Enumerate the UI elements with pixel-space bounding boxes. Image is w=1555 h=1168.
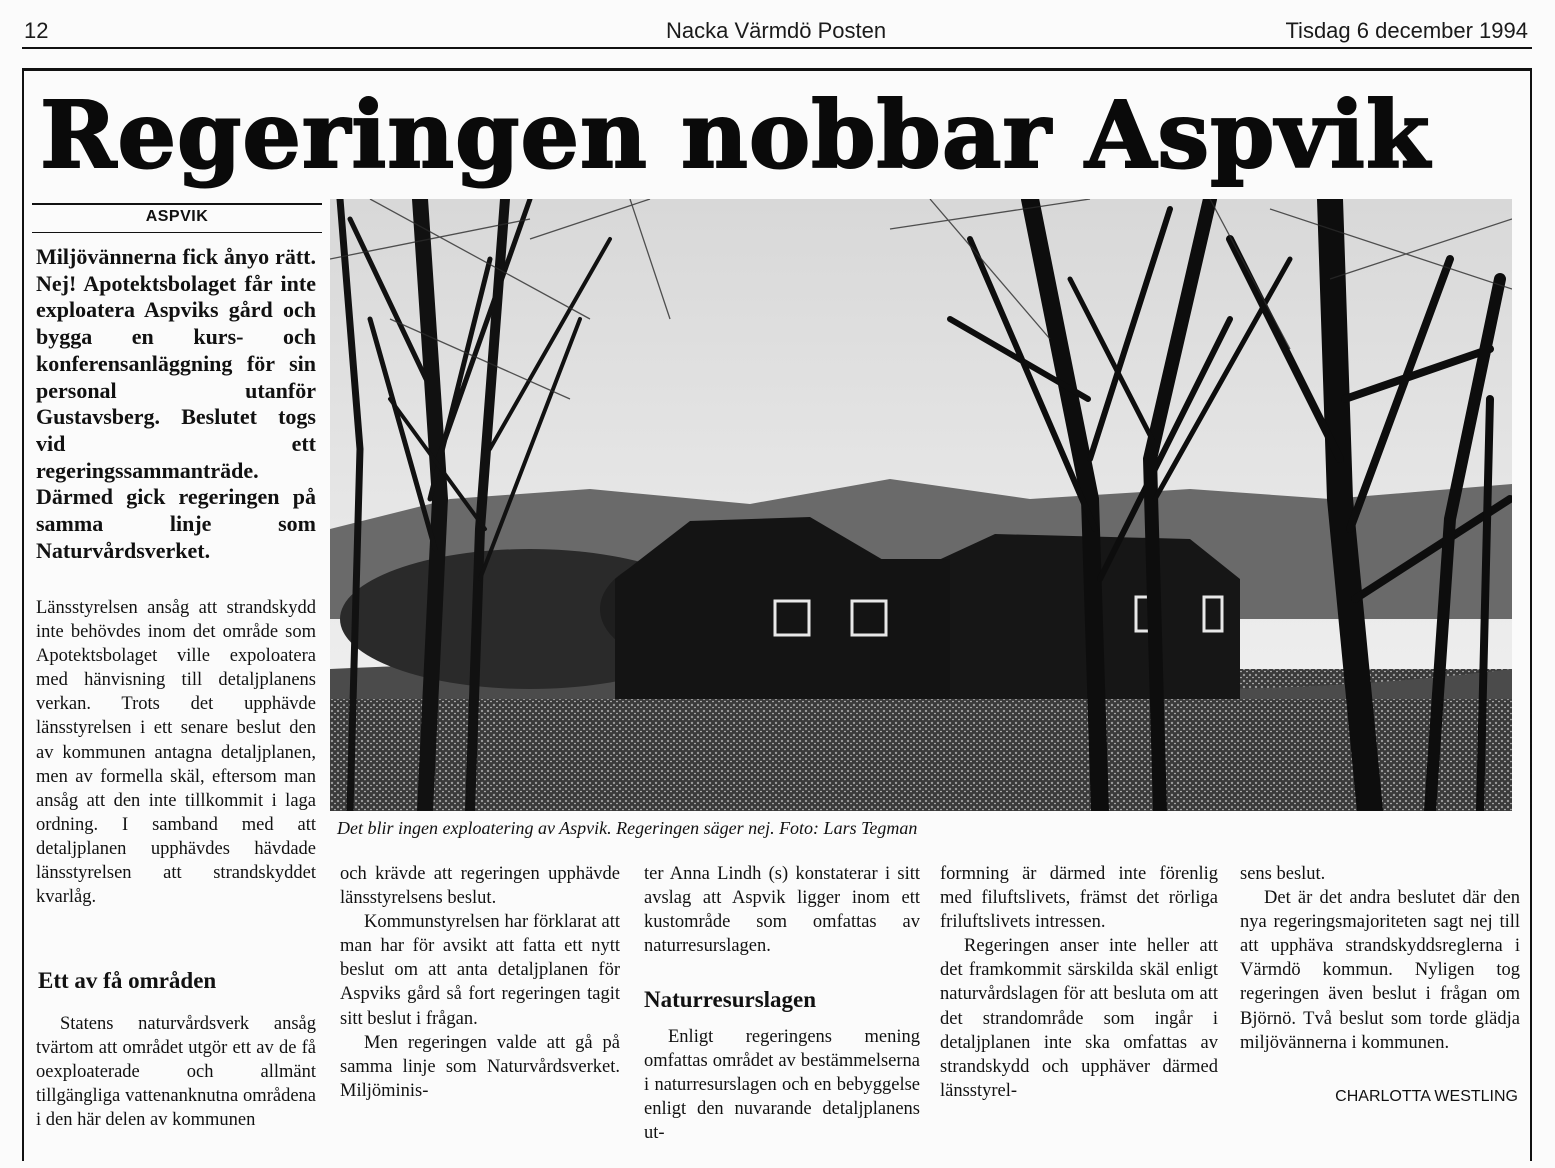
body-paragraph: formning är därmed inte förenlig med filuftslivets, främst det rörliga friluftslivets intressen. <box>940 864 1218 933</box>
body-paragraph: Det är det andra beslutet där den nya regeringsmajoriteten sagt nej till att upphäva strandskyddsreglerna i Värmdö kommun. Nyligen tog regeringen även beslut i frågan om Björnö. Två beslut som torde glädja miljövännerna i kommunen. <box>1240 888 1520 1053</box>
kicker-rule <box>32 203 322 205</box>
issue-date: Tisdag 6 december 1994 <box>1285 18 1528 43</box>
article-photo <box>330 199 1512 811</box>
article-frame-top <box>22 68 1532 71</box>
body-column-4 <box>940 862 1218 1103</box>
body-paragraph: sens beslut. <box>1240 864 1326 884</box>
body-column-3 <box>644 862 920 958</box>
body-paragraph: Statens naturvårdsverk ansåg tvärtom att området utgör ett av de få oexploaterade och allmänt tillgängliga vattenanknutna områdena i den här delen av kommunen <box>36 1014 316 1131</box>
body-paragraph: Länsstyrelsen ansåg att strandskydd inte behövdes inom det område som Apotektsbolaget ville expoloatera med hänvisning till detaljplanens verkan. Trots det upphävde länsstyrelsen i ett senare beslut den av kommunen antagna detaljplanen, men av formella skäl, eftersom man ansåg att den inte tillkommit i laga ordning. I samband med att detaljplanen upphävdes hävdade länsstyrelsen att strandskyddet kvarlåg. <box>36 598 316 908</box>
article-frame-left <box>22 68 24 1161</box>
body-paragraph: och krävde att regeringen upphävde länsstyrelsens beslut. <box>340 864 620 909</box>
body-column-5 <box>1240 862 1520 1055</box>
folio-rule <box>22 47 1532 49</box>
body-column-3-cont <box>644 1025 920 1145</box>
subheading: Ett av få områden <box>38 968 217 993</box>
body-paragraph: Enligt regeringens mening omfattas området av bestämmelserna i naturresurslagen och en bebyggelse enligt den nuvarande detaljplanens ut- <box>644 1027 920 1144</box>
page-number: 12 <box>24 18 49 43</box>
ingress: Miljövännerna fick ånyo rätt. Nej! Apotektsbolaget får inte exploatera Aspviks gård och bygga en kurs- och konferensanläggning för sin personal utanför Gustavsberg. Beslutet togs vid ett regeringssammanträde. Därmed gick regeringen på samma linje som Naturvårdsverket. <box>36 244 316 563</box>
aspvik-house-photo <box>330 199 1512 811</box>
article-frame-right <box>1530 68 1532 1161</box>
body-column-2 <box>340 862 620 1103</box>
body-paragraph: Men regeringen valde att gå på samma linje som Naturvårdsverket. Miljöminis- <box>340 1032 620 1101</box>
body-paragraph: ter Anna Lindh (s) konstaterar i sitt avslag att Aspvik ligger inom ett kustområde som omfattas av naturresurslagen. <box>644 864 920 957</box>
kicker-rule-bottom <box>32 232 322 233</box>
body-column-1-cont <box>36 1012 316 1132</box>
headline: Regeringen nobbar Aspvik <box>40 81 1431 189</box>
newspaper-name: Nacka Värmdö Posten <box>666 18 887 43</box>
subheading: Naturresurslagen <box>644 987 817 1012</box>
photo-caption: Det blir ingen exploatering av Aspvik. Regeringen säger nej. Foto: Lars Tegman <box>337 818 918 838</box>
body-paragraph: Kommunstyrelsen har förklarat att man har för avsikt att fatta ett nytt beslut om att anta detaljplanen för Aspviks gård så fort regeringen tagit sitt beslut i frågan. <box>340 912 620 1029</box>
body-column-1 <box>36 596 316 909</box>
body-paragraph: Regeringen anser inte heller att det framkommit särskilda skäl enligt naturvårdslagen för att besluta om att det strandområde som ingår i detaljplanen inte ska omfattas av strandskydd och upphäver därmed länsstyrel- <box>940 936 1218 1101</box>
kicker: ASPVIK <box>145 208 209 225</box>
byline: CHARLOTTA WESTLING <box>1335 1088 1518 1105</box>
